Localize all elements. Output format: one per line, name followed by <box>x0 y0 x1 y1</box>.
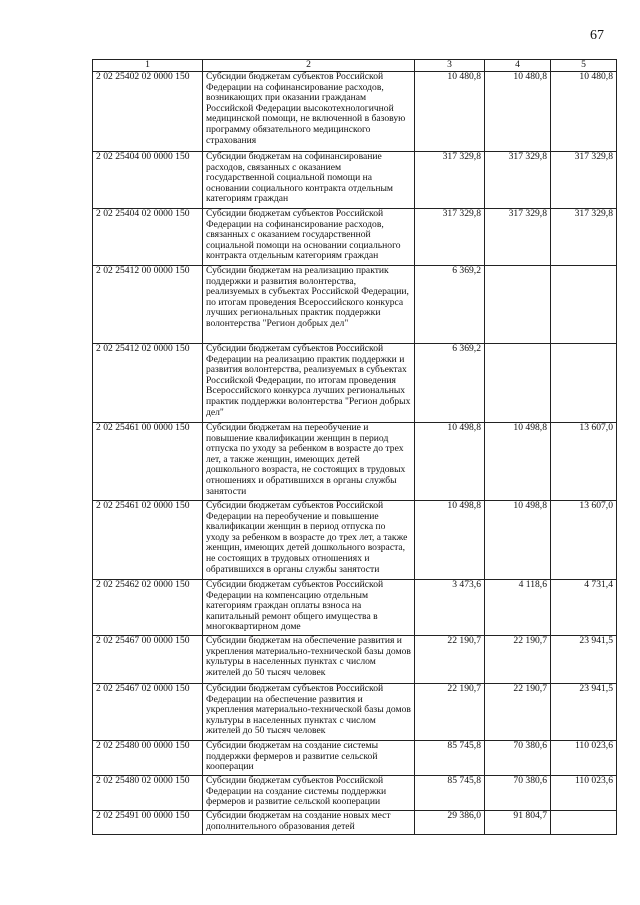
value-col3: 6 369,2 <box>415 344 485 423</box>
table-row <box>93 423 617 501</box>
value-col4 <box>485 266 551 344</box>
budget-code: 2 02 25462 02 0000 150 <box>93 580 203 636</box>
value-col4: 317 329,8 <box>485 209 551 266</box>
value-col4: 10 498,8 <box>485 423 551 501</box>
table-row <box>93 501 617 580</box>
budget-code: 2 02 25402 02 0000 150 <box>93 72 203 152</box>
value-col3: 317 329,8 <box>415 209 485 266</box>
table-row <box>93 811 617 835</box>
value-col5: 23 941,5 <box>551 636 617 684</box>
table-row <box>93 684 617 741</box>
item-description: Субсидии бюджетам субъектов Российской Федерации на компенсацию отдельным категориям граждан оплаты взноса на капитальный ремонт общего имущества в многоквартирном доме <box>203 580 415 636</box>
value-col4: 22 190,7 <box>485 636 551 684</box>
budget-code: 2 02 25404 00 0000 150 <box>93 152 203 209</box>
item-description: Субсидии бюджетам субъектов Российской Федерации на софинансирование расходов, возникающих при оказании гражданам Российской Федерации высокотехнологичной медицинской помощи, не включенной в базовую программу обязательного медицинского страхования <box>203 72 415 152</box>
value-col4: 10 480,8 <box>485 72 551 152</box>
budget-code: 2 02 25461 02 0000 150 <box>93 501 203 580</box>
value-col5: 4 731,4 <box>551 580 617 636</box>
value-col4 <box>485 344 551 423</box>
value-col3: 10 498,8 <box>415 501 485 580</box>
value-col3: 10 480,8 <box>415 72 485 152</box>
value-col5 <box>551 266 617 344</box>
value-col3: 22 190,7 <box>415 684 485 741</box>
value-col4: 317 329,8 <box>485 152 551 209</box>
table-row <box>93 741 617 776</box>
table-row <box>93 636 617 684</box>
item-description: Субсидии бюджетам субъектов Российской Федерации на софинансирование расходов, связанных с оказанием государственной социальной помощи на основании социального контракта отдельным категориям граждан <box>203 209 415 266</box>
budget-code: 2 02 25480 02 0000 150 <box>93 776 203 811</box>
value-col3: 6 369,2 <box>415 266 485 344</box>
value-col5: 13 607,0 <box>551 501 617 580</box>
value-col5: 110 023,6 <box>551 741 617 776</box>
budget-code: 2 02 25491 00 0000 150 <box>93 811 203 835</box>
budget-code: 2 02 25467 02 0000 150 <box>93 684 203 741</box>
value-col3: 85 745,8 <box>415 776 485 811</box>
item-description: Субсидии бюджетам на создание системы поддержки фермеров и развитие сельской кооперации <box>203 741 415 776</box>
item-description: Субсидии бюджетам на обеспечение развития и укрепления материально-технической базы домов культуры в населенных пунктах с числом жителей до 50 тысяч человек <box>203 636 415 684</box>
value-col5: 317 329,8 <box>551 152 617 209</box>
value-col4: 10 498,8 <box>485 501 551 580</box>
table-row <box>93 209 617 266</box>
value-col3: 22 190,7 <box>415 636 485 684</box>
table-row <box>93 152 617 209</box>
value-col5: 110 023,6 <box>551 776 617 811</box>
item-description: Субсидии бюджетам на переобучение и повышение квалификации женщин в период отпуска по уходу за ребенком в возрасте до трех лет, а также женщин, имеющих детей дошкольного возраста, не состоящих в трудовых отношениях и обратившихся в органы службы занятости <box>203 423 415 501</box>
value-col4: 4 118,6 <box>485 580 551 636</box>
column-header: 2 <box>203 60 415 72</box>
budget-code: 2 02 25404 02 0000 150 <box>93 209 203 266</box>
value-col5: 23 941,5 <box>551 684 617 741</box>
item-description: Субсидии бюджетам субъектов Российской Федерации на переобучение и повышение квалификации женщин в период отпуска по уходу за ребенком в возрасте до трех лет, а также женщин, имеющих детей дошкольного возраста, не состоящих в трудовых отношениях и обратившихся в органы службы занятости <box>203 501 415 580</box>
budget-code: 2 02 25480 00 0000 150 <box>93 741 203 776</box>
table-row <box>93 72 617 152</box>
column-header: 3 <box>415 60 485 72</box>
column-header: 5 <box>551 60 617 72</box>
item-description: Субсидии бюджетам субъектов Российской Федерации на реализацию практик поддержки и развития волонтерства, реализуемых в субъектах Российской Федерации, по итогам проведения Всероссийского конкурса лучших региональных практик поддержки волонтерства "Регион добрых дел" <box>203 344 415 423</box>
table-row <box>93 344 617 423</box>
value-col5: 317 329,8 <box>551 209 617 266</box>
value-col4: 91 804,7 <box>485 811 551 835</box>
value-col3: 85 745,8 <box>415 741 485 776</box>
item-description: Субсидии бюджетам на создание новых мест дополнительного образования детей <box>203 811 415 835</box>
table-header-row <box>93 60 617 72</box>
item-description: Субсидии бюджетам на софинансирование расходов, связанных с оказанием государственной социальной помощи на основании социального контракта отдельным категориям граждан <box>203 152 415 209</box>
value-col5 <box>551 811 617 835</box>
item-description: Субсидии бюджетам субъектов Российской Федерации на создание системы поддержки фермеров и развитие сельской кооперации <box>203 776 415 811</box>
table-row <box>93 580 617 636</box>
value-col3: 317 329,8 <box>415 152 485 209</box>
value-col4: 22 190,7 <box>485 684 551 741</box>
value-col3: 29 386,0 <box>415 811 485 835</box>
budget-table <box>92 59 617 835</box>
value-col4: 70 380,6 <box>485 741 551 776</box>
table-row <box>93 266 617 344</box>
column-header: 1 <box>93 60 203 72</box>
value-col5 <box>551 344 617 423</box>
column-header: 4 <box>485 60 551 72</box>
budget-code: 2 02 25412 00 0000 150 <box>93 266 203 344</box>
budget-code: 2 02 25467 00 0000 150 <box>93 636 203 684</box>
value-col5: 13 607,0 <box>551 423 617 501</box>
value-col3: 10 498,8 <box>415 423 485 501</box>
item-description: Субсидии бюджетам субъектов Российской Федерации на обеспечение развития и укрепления материально-технической базы домов культуры в населенных пунктах с числом жителей до 50 тысяч человек <box>203 684 415 741</box>
item-description: Субсидии бюджетам на реализацию практик поддержки и развития волонтерства, реализуемых в субъектах Российской Федерации, по итогам проведения Всероссийского конкурса лучших региональных практик поддержки волонтерства "Регион добрых дел" <box>203 266 415 344</box>
value-col3: 3 473,6 <box>415 580 485 636</box>
table-row <box>93 776 617 811</box>
value-col5: 10 480,8 <box>551 72 617 152</box>
value-col4: 70 380,6 <box>485 776 551 811</box>
page-number: 67 <box>590 28 604 43</box>
budget-code: 2 02 25461 00 0000 150 <box>93 423 203 501</box>
budget-code: 2 02 25412 02 0000 150 <box>93 344 203 423</box>
